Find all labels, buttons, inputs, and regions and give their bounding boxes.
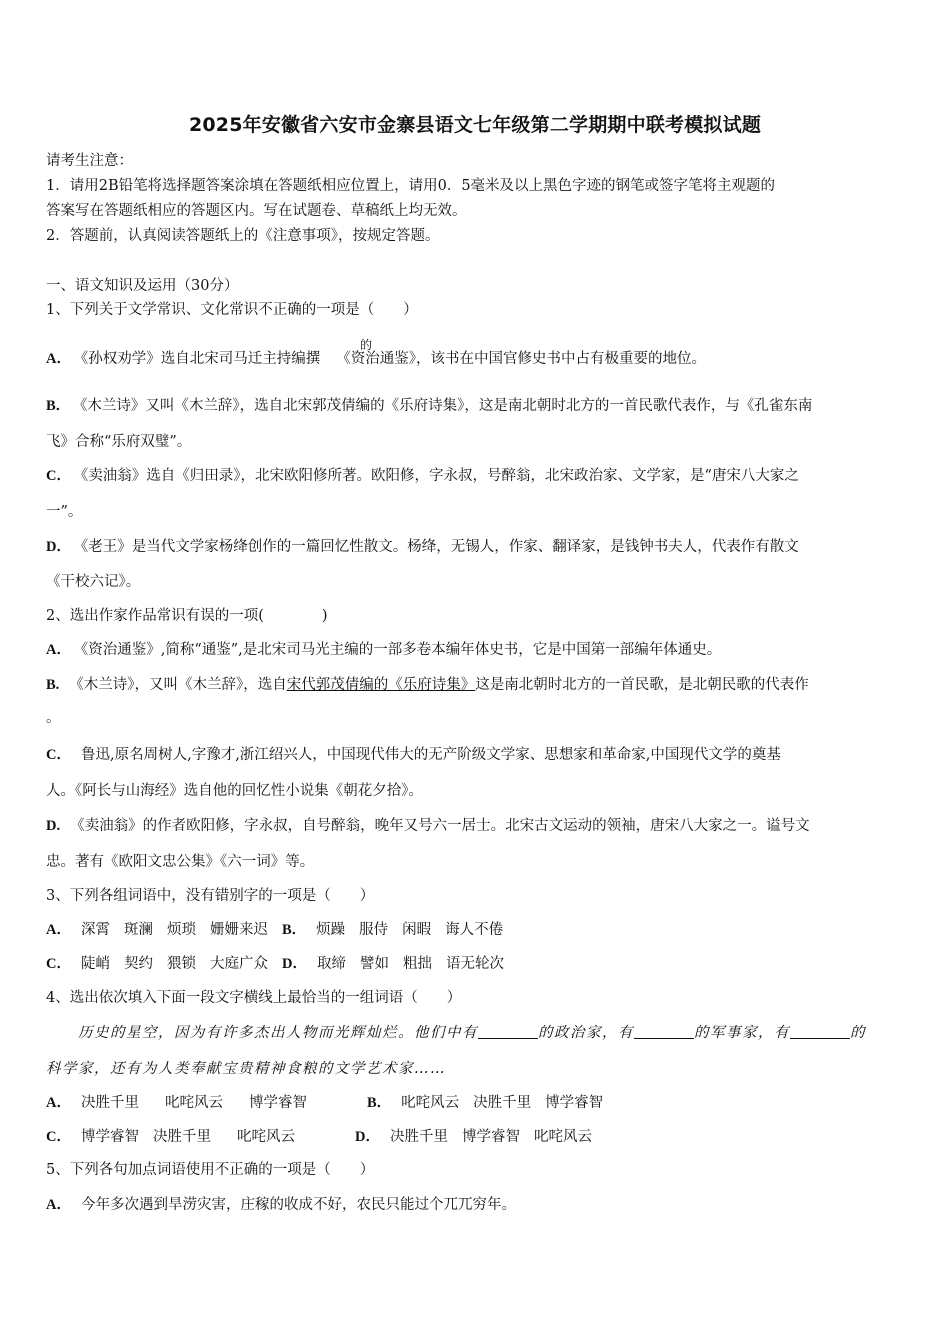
- word: 契约: [123, 956, 153, 972]
- question-4-options-ab: [46, 1093, 908, 1113]
- question-4-passage-line-2: 科学家，还有为人类奉献宝贵精神食粮的文学艺术家……: [46, 1061, 446, 1077]
- word: 决胜千里: [389, 1129, 448, 1145]
- option-text: 《孙权劝学》选自北宋司马迁主持编撰: [80, 351, 321, 367]
- word: 大庭广众: [209, 956, 268, 972]
- question-1-option-d: [46, 537, 908, 557]
- word: 博学睿智: [80, 1129, 139, 1145]
- fill-blank: [790, 1024, 850, 1039]
- option-text: 今年多次遇到旱涝灾害，庄稼的收成不好，农民只能过个兀兀穷年。: [80, 1197, 516, 1213]
- option-label-a: A．: [46, 1095, 71, 1111]
- option-label: A．: [46, 1197, 71, 1213]
- question-1-option-c: [46, 466, 908, 486]
- option-label-a: A．: [46, 922, 71, 938]
- fill-blank: [634, 1024, 694, 1039]
- word: 叱咤风云: [401, 1095, 460, 1111]
- option-label-c: C．: [46, 956, 71, 972]
- notice-heading: 请考生注意：: [46, 153, 133, 169]
- question-5-stem: 5、下列各句加点词语使用不正确的一项是（ ）: [46, 1162, 375, 1178]
- question-1-stem: 1、下列关于文学常识、文化常识不正确的一项是（ ）: [46, 302, 418, 318]
- option-text-cont: 《资治通鉴》，该书在中国官修史书中占有极重要的地位。: [336, 351, 706, 367]
- word: 烦躁: [316, 922, 346, 938]
- option-text: 《卖油翁》选自《归田录》，北宋欧阳修所著。欧阳修，字永叔，号醉翁，北宋政治家、文学家，是“唐宋八大家之: [80, 468, 799, 484]
- option-label: C．: [46, 468, 71, 484]
- page-title: 2025年安徽省六安市金寨县语文七年级第二学期期中联考模拟试题: [188, 114, 762, 136]
- word: 诲人不倦: [445, 922, 504, 938]
- option-text: 《卖油翁》的作者欧阳修，字永叔，自号醉翁，晚年又号六一居士。北宋古文运动的领袖，唐宋八大家之一。谥号文: [70, 818, 810, 834]
- word: 语无轮次: [445, 956, 504, 972]
- option-text: 鲁迅,原名周树人,字豫才,浙江绍兴人，中国现代伟大的无产阶级文学家、思想家和革命家,中国现代文学的奠基: [80, 747, 781, 763]
- question-2-option-d-line-2: 忠。著有《欧阳文忠公集》《六一词》等。: [46, 854, 315, 870]
- notice-item-1-line-2: 答案写在答题纸相应的答题区内。写在试题卷、草稿纸上均无效。: [46, 203, 467, 219]
- option-label: B．: [46, 398, 71, 414]
- option-label-b: B．: [281, 922, 307, 938]
- word: 猥锁: [166, 956, 196, 972]
- option-label-d: D．: [354, 1129, 380, 1145]
- word: 陡峭: [80, 956, 110, 972]
- word: 斑澜: [123, 922, 153, 938]
- option-label: B.: [46, 677, 60, 693]
- underlined-text: 宋代郭茂倩编的《乐府诗集》: [286, 677, 476, 693]
- question-1-option-a: [46, 349, 908, 369]
- word: 叱咤风云: [236, 1129, 295, 1145]
- question-2-option-c-line-2: 人。《阿长与山海经》选自他的回忆性小说集《朝花夕拾》。: [46, 783, 423, 799]
- word: 粗拙: [402, 956, 432, 972]
- option-label-c: C．: [46, 1129, 71, 1145]
- passage-text: 的: [850, 1025, 866, 1041]
- word: 闲暇: [402, 922, 432, 938]
- word: 叱咤风云: [533, 1129, 592, 1145]
- notice-item-2: 2．答题前，认真阅读答题纸上的《注意事项》，按规定答题。: [46, 228, 440, 244]
- section-heading: 一、语文知识及运用（30分）: [46, 278, 239, 294]
- question-4-stem: 4、选出依次填入下面一段文字横线上最恰当的一组词语（ ）: [46, 990, 462, 1006]
- question-1-option-d-line-2: 《干校六记》。: [46, 574, 141, 590]
- question-2-stem: 2、选出作家作品常识有误的一项( ): [46, 608, 328, 624]
- word: 烦琐: [166, 922, 196, 938]
- passage-text: 的军事家，有: [694, 1025, 790, 1041]
- option-label: C．: [46, 747, 71, 763]
- question-3-options-cd: [46, 954, 908, 974]
- passage-text: 历史的星空，因为有许多杰出人物而光辉灿烂。他们中有: [78, 1025, 478, 1041]
- word: 取缔: [316, 956, 346, 972]
- word: 决胜千里: [80, 1095, 139, 1111]
- word: 譬如: [359, 956, 389, 972]
- option-label: D.: [46, 818, 61, 834]
- question-2-option-a: [46, 640, 908, 660]
- superscript-char: 的: [360, 338, 373, 352]
- fill-blank: [478, 1024, 538, 1039]
- option-label: A．: [46, 642, 71, 658]
- passage-text: 的政治家，有: [538, 1025, 634, 1041]
- word: 决胜千里: [152, 1129, 211, 1145]
- option-text: 《木兰诗》又叫《木兰辞》，选自北宋郭茂倩编的《乐府诗集》，这是南北朝时北方的一首民歌代表作，与《孔雀东南: [80, 398, 813, 414]
- option-text: 《资治通鉴》,简称“通鉴”,是北宋司马光主编的一部多卷本编年体史书，它是中国第一部编年体通史。: [80, 642, 722, 658]
- option-text: 《木兰诗》，又叫《木兰辞》，选自: [69, 677, 287, 693]
- option-label: D．: [46, 539, 71, 555]
- word: 博学睿智: [248, 1095, 307, 1111]
- question-2-option-d: [46, 816, 908, 836]
- question-4-options-cd: [46, 1127, 908, 1147]
- word: 博学睿智: [545, 1095, 604, 1111]
- option-label: A．: [46, 351, 71, 367]
- question-2-option-b-line-2: 。: [46, 710, 61, 726]
- word: 决胜千里: [473, 1095, 532, 1111]
- word: 深霄: [80, 922, 110, 938]
- question-3-stem: 3、下列各组词语中，没有错别字的一项是（ ）: [46, 888, 375, 904]
- question-5-option-a: [46, 1195, 908, 1215]
- question-2-option-b: [46, 675, 908, 695]
- word: 服侍: [359, 922, 389, 938]
- option-label-d: D．: [281, 956, 307, 972]
- notice-item-1-line-1: 1．请用2B铅笔将选择题答案涂填在答题纸相应位置上，请用0．5毫米及以上黑色字迹的钢笔或签字笔将主观题的: [46, 178, 776, 194]
- question-4-passage: [78, 1023, 908, 1043]
- option-text: 《老王》是当代文学家杨绛创作的一篇回忆性散文。杨绛，无锡人，作家、翻译家，是钱钟书夫人，代表作有散文: [80, 539, 799, 555]
- word: 姗姗来迟: [209, 922, 268, 938]
- question-2-option-c: [46, 745, 908, 765]
- option-label-b: B．: [366, 1095, 392, 1111]
- question-1-option-b-line-2: 飞》合称“乐府双璧”。: [46, 434, 192, 450]
- question-3-options-ab: [46, 920, 908, 940]
- question-1-option-c-line-2: 一”。: [46, 504, 83, 520]
- word: 叱咤风云: [164, 1095, 223, 1111]
- option-text-cont: 这是南北朝时北方的一首民歌，是北朝民歌的代表作: [475, 677, 809, 693]
- question-1-option-b: [46, 396, 908, 416]
- word: 博学睿智: [461, 1129, 520, 1145]
